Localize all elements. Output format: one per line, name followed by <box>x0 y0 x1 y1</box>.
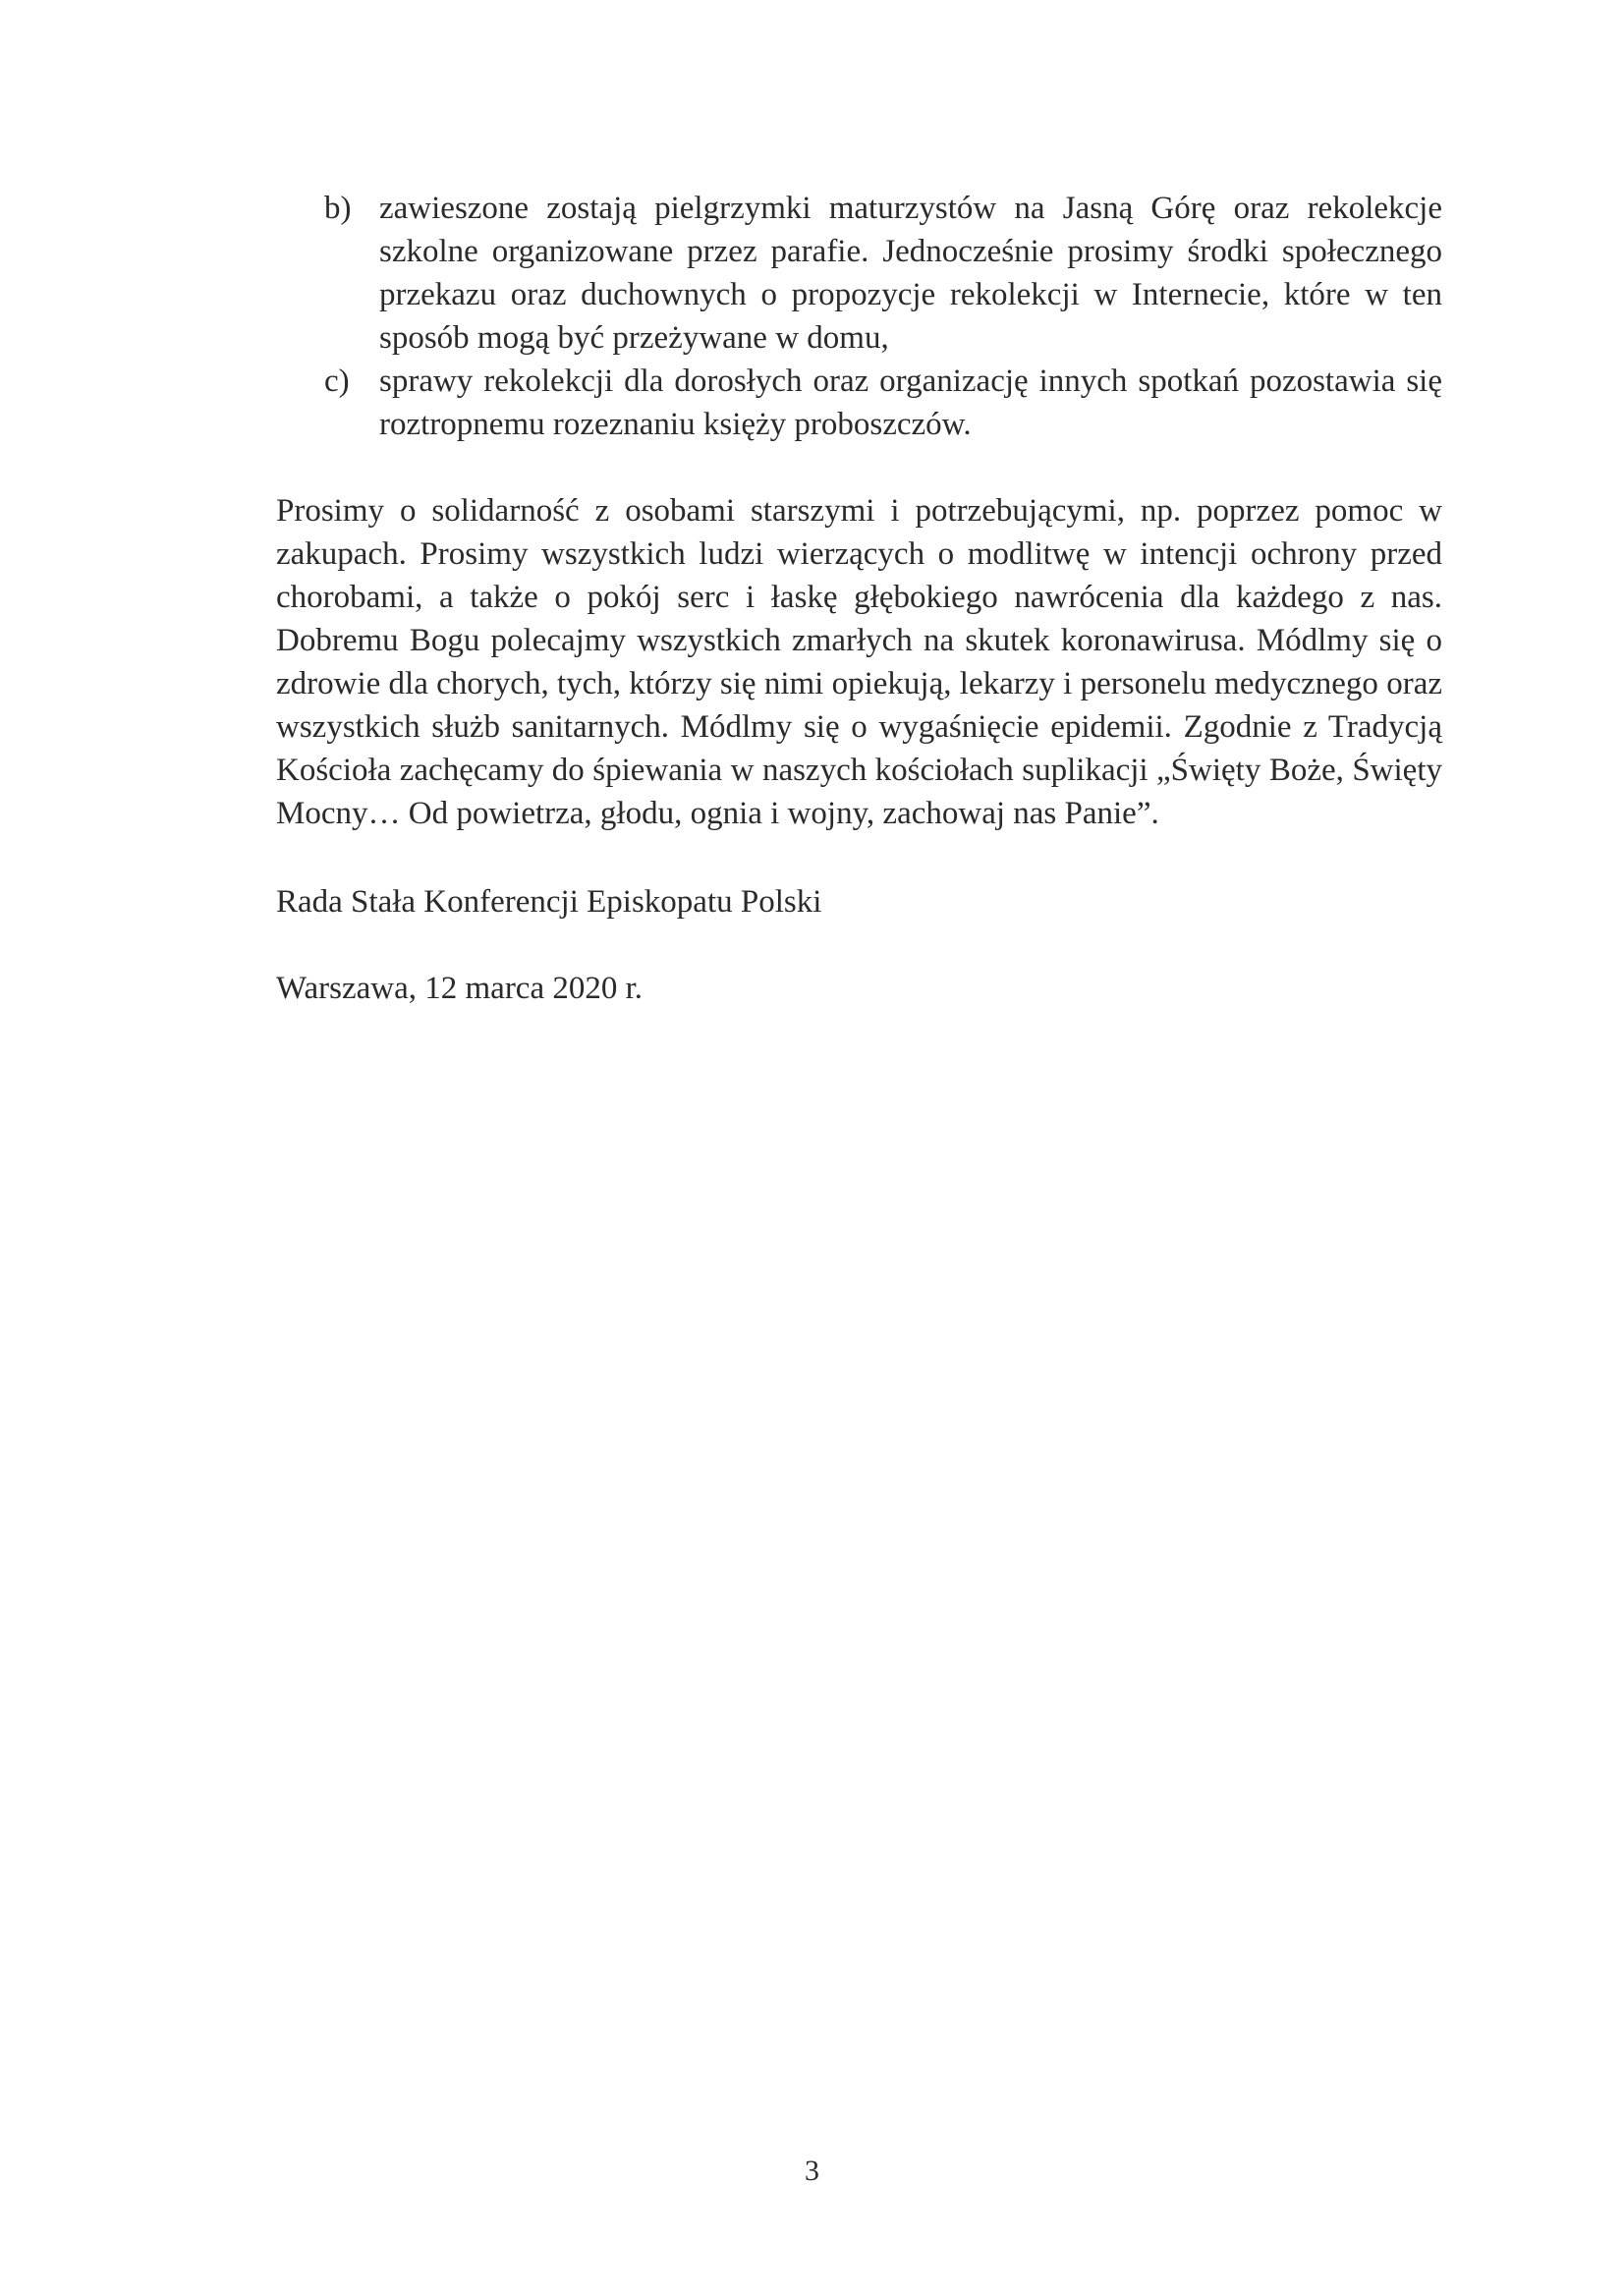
list-marker: c) <box>324 364 350 399</box>
list-marker: b) <box>324 191 352 226</box>
page-number: 3 <box>805 2155 819 2187</box>
list-item <box>324 360 1442 446</box>
list-item <box>324 187 1442 360</box>
signature: Rada Stała Konferencji Episkopatu Polski <box>276 884 822 920</box>
list-item-text: sprawy rekolekcji dla dorosłych oraz organizację innych spotkań pozostawia się roztropnemu rozeznaniu księży proboszczów. <box>379 364 1442 442</box>
measures-list <box>324 187 1442 446</box>
list-item-text: zawieszone zostają pielgrzymki maturzystów na Jasną Górę oraz rekolekcje szkolne organizowane przez parafie. Jednocześnie prosimy środki społecznego przekazu oraz duchownych o propozycje rekolekcji w Internecie, które w ten sposób mogą być przeżywane w domu, <box>379 191 1442 356</box>
place-and-date: Warszawa, 12 marca 2020 r. <box>276 971 644 1006</box>
appeal-paragraph: Prosimy o solidarność z osobami starszymi i potrzebującymi, np. poprzez pomoc w zakupach. Prosimy wszystkich ludzi wierzących o modlitwę w intencji ochrony przed chorobami, a także o pokój serc i łaskę głębokiego nawrócenia dla każdego z nas. Dobremu Bogu polecajmy wszystkich zmarłych na skutek koronawirusa. Módlmy się o zdrowie dla chorych, tych, którzy się nimi opiekują, lekarzy i personelu medycznego oraz wszystkich służb sanitarnych. Módlmy się o wygaśnięcie epidemii. Zgodnie z Tradycją Kościoła zachęcamy do śpiewania w naszych kościołach suplikacji „Święty Boże, Święty Mocny… Od powietrza, głodu, ognia i wojny, zachowaj nas Panie”. <box>276 493 1442 831</box>
